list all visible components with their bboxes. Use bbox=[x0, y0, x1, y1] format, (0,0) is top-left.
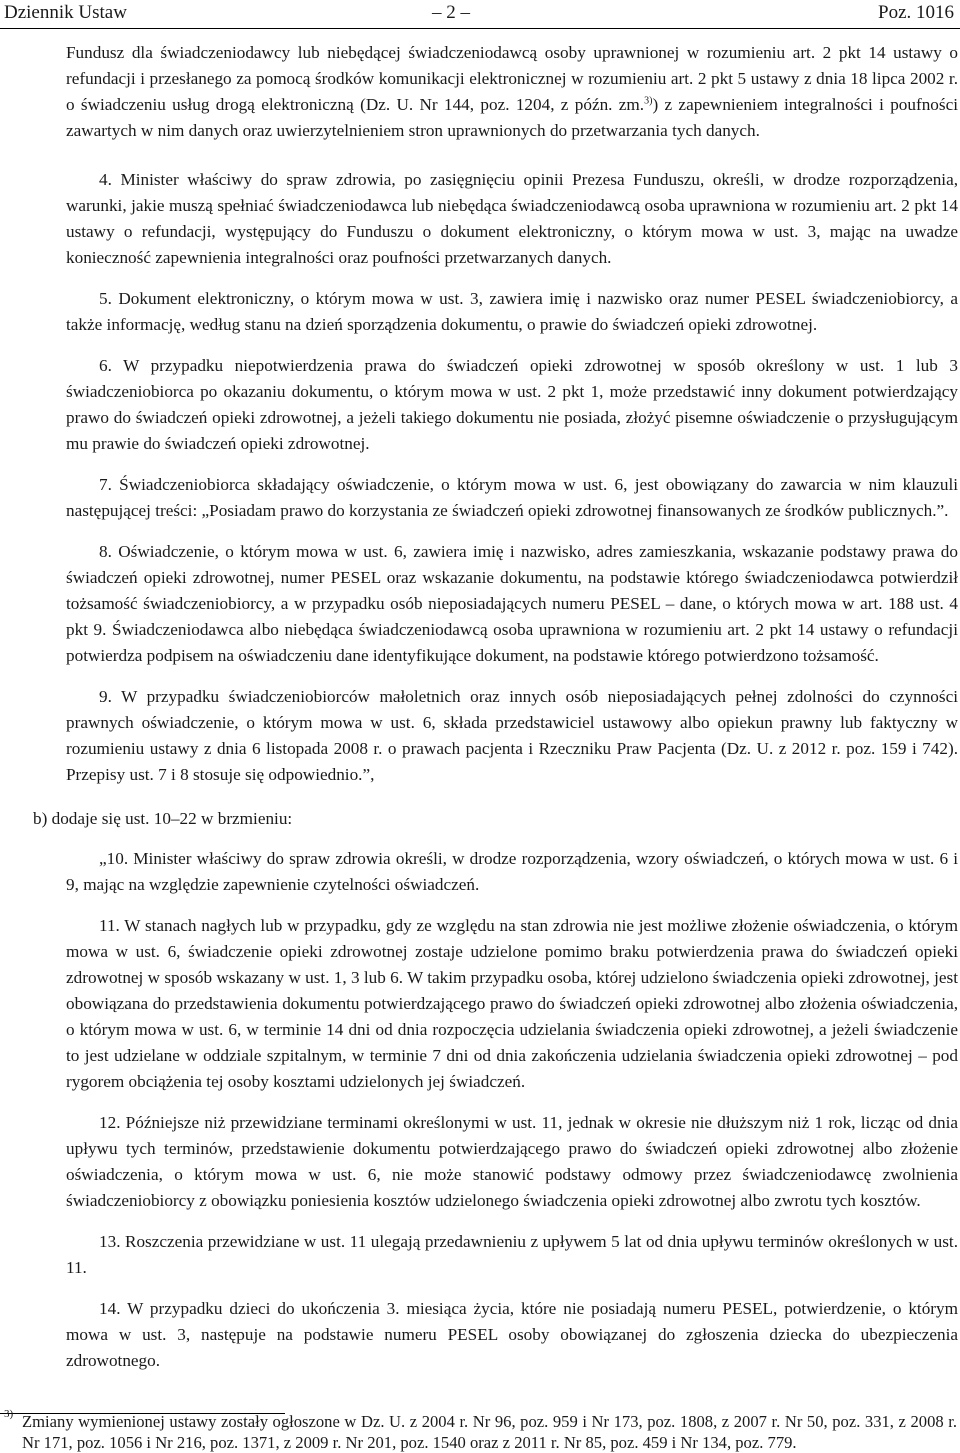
paragraph-6: 6. W przypadku niepotwierdzenia prawa do świadczeń opieki zdrowotnej w sposób określony w ust. 1 lub 3 świadczeniobiorca po okazaniu dokumentu, o którym mowa w ust. 2 pkt 1, może przedstawić inny dokument potwierdzający prawo do świadczeń opieki zdrowotnej, a jeżeli takiego dokumentu nie posiada, złożyć pisemne oświadczenie o przysługującym mu prawie do świadczeń opieki zdrowotnej. bbox=[66, 356, 958, 453]
paragraph-8: 8. Oświadczenie, o którym mowa w ust. 6, zawiera imię i nazwisko, adres zamieszkania, wskazanie podstawy prawa do świadczeń opieki zdrowotnej, numer PESEL oraz wskazanie dokumentu, na podstawie którego świadczeniodawca potwierdził tożsamość świadczeniobiorcy, a w przypadku osób nieposiadających numeru PESEL – dane, o których mowa w art. 188 ust. 4 pkt 9. Świadczeniodawca albo niebędąca świadczeniodawcą osoba uprawniona w rozumieniu art. 2 pkt 14 ustawy o refundacji potwierdza podpisem na oświadczeniu dane identyfikujące dokument, na podstawie którego potwierdzono tożsamość. bbox=[66, 542, 958, 665]
journal-title: Dziennik Ustaw bbox=[4, 2, 127, 23]
paragraph-12: 12. Późniejsze niż przewidziane terminami określonymi w ust. 11, jednak w okresie nie dłuższym niż 1 rok, licząc od dnia upływu tych terminów, przedstawienie dokumentu potwierdzającego prawo do świadczeń opieki zdrowotnej albo złożenie oświadczenia, o którym mowa w ust. 6, nie może stanowić podstawy odmowy przez świadczeniodawcę zwolnienia świadczeniobiorcy z obowiązku poniesienia kosztów udzielonego świadczenia opieki zdrowotnej albo zwrotu tych kosztów. bbox=[66, 1113, 958, 1210]
page-header bbox=[0, 2, 960, 29]
paragraph-14: 14. W przypadku dzieci do ukończenia 3. miesiąca życia, które nie posiadają numeru PESEL, potwierdzenie, o którym mowa w ust. 3, następuje na podstawie numeru PESEL osoby obowiązanej do zgłoszenia dziecka do ubezpieczenia zdrowotnego. bbox=[66, 1299, 958, 1370]
footnote-mark: 3) bbox=[4, 1408, 14, 1420]
document-body-amendments bbox=[66, 846, 958, 1374]
paragraph-10: „10. Minister właściwy do spraw zdrowia określi, w drodze rozporządzenia, wzory oświadczeń, o których mowa w ust. 6 i 9, mając na względzie zapewnienie czytelności oświadczeń. bbox=[66, 849, 958, 894]
footnote-reference[interactable]: 3) bbox=[644, 95, 653, 107]
paragraph-5: 5. Dokument elektroniczny, o którym mowa w ust. 3, zawiera imię i nazwisko oraz numer PESEL świadczeniobiorcy, a także informację, według stanu na dzień sporządzenia dokumentu, o prawie do świadczeń opieki zdrowotnej. bbox=[66, 289, 958, 334]
paragraph-11: 11. W stanach nagłych lub w przypadku, gdy ze względu na stan zdrowia nie jest możliwe złożenie oświadczenia, o którym mowa w ust. 6, świadczenie opieki zdrowotnej zostaje udzielone pomimo braku potwierdzenia prawa do świadczeń opieki zdrowotnej w sposób wskazany w ust. 1, 3 lub 6. W takim przypadku osoba, której udzielono świadczenia opieki zdrowotnej, jest obowiązana do przedstawienia dokumentu potwierdzającego prawo do świadczeń opieki zdrowotnej albo złożenia oświadczenia, o którym mowa w ust. 6, w terminie 14 dni od dnia rozpoczęcia udzielania świadczenia opieki zdrowotnej, a jeżeli świadczenie to jest udzielane w oddziale szpitalnym, w terminie 7 dni od dnia zakończenia udzielania świadczenia opieki zdrowotnej – pod rygorem obciążenia tej osoby kosztami udzielonych jej świadczeń. bbox=[66, 916, 958, 1091]
document-body bbox=[66, 40, 958, 788]
amendment-point-b: b) dodaje się ust. 10–22 w brzmieniu: bbox=[33, 809, 293, 828]
paragraph-continuation: Fundusz dla świadczeniodawcy lub niebędącej świadczeniodawcą osoby uprawnionej w rozumieniu art. 2 pkt 14 ustawy o refundacji i przesłanego za pomocą środków komunikacji elektronicznej w rozumieniu art. 2 pkt 5 ustawy z dnia 18 lipca 2002 r. o świadczeniu usług drogą elektroniczną (Dz. U. Nr 144, poz. 1204, z późn. zm.$^{3)}$) z zapewnieniem integralności i poufności zawartych w nim danych oraz uwierzytelnieniem stron uprawnionych do przetwarzania tych danych. bbox=[66, 43, 958, 140]
paragraph-4: 4. Minister właściwy do spraw zdrowia, po zasięgnięciu opinii Prezesa Funduszu, określi, w drodze rozporządzenia, warunki, jakie muszą spełniać świadczeniodawca lub niebędąca świadczeniodawcą osoba uprawniona w rozumieniu art. 2 pkt 14 ustawy o refundacji, występujący do Funduszu o dokument elektroniczny, o którym mowa w ust. 3, mając na uwadze konieczność zapewnienia integralności oraz poufności przetwarzanych danych. bbox=[66, 170, 958, 267]
footnote-text: Zmiany wymienionej ustawy zostały ogłoszone w Dz. U. z 2004 r. Nr 96, poz. 959 i Nr 173, poz. 1808, z 2007 r. Nr 50, poz. 331, z 2008 r. Nr 171, poz. 1056 i Nr 216, poz. 1371, z 2009 r. Nr 201, poz. 1540 oraz z 2011 r. Nr 85, poz. 459 i Nr 134, poz. 779. bbox=[22, 1412, 957, 1452]
page-number: – 2 – bbox=[432, 2, 470, 23]
paragraph-9: 9. W przypadku świadczeniobiorców małoletnich oraz innych osób nieposiadających pełnej zdolności do czynności prawnych oświadczenie, o którym mowa w ust. 6, składa przedstawiciel ustawowy albo opiekun prawny lub faktyczny w rozumieniu ustawy z dnia 6 listopada 2008 r. o prawach pacjenta i Rzeczniku Praw Pacjenta (Dz. U. z 2012 r. poz. 159 i 742). Przepisy ust. 7 i 8 stosuje się odpowiednio.”, bbox=[66, 687, 958, 784]
position-number: Poz. 1016 bbox=[878, 2, 954, 23]
paragraph-13: 13. Roszczenia przewidziane w ust. 11 ulegają przedawnieniu z upływem 5 lat od dnia upływu terminów określonych w ust. 11. bbox=[66, 1232, 958, 1277]
paragraph-7: 7. Świadczeniobiorca składający oświadczenie, o którym mowa w ust. 6, jest obowiązany do zawarcia w nim klauzuli następującej treści: „Posiadam prawo do korzystania ze świadczeń opieki zdrowotnej finansowanych ze środków publicznych.”. bbox=[66, 475, 958, 520]
